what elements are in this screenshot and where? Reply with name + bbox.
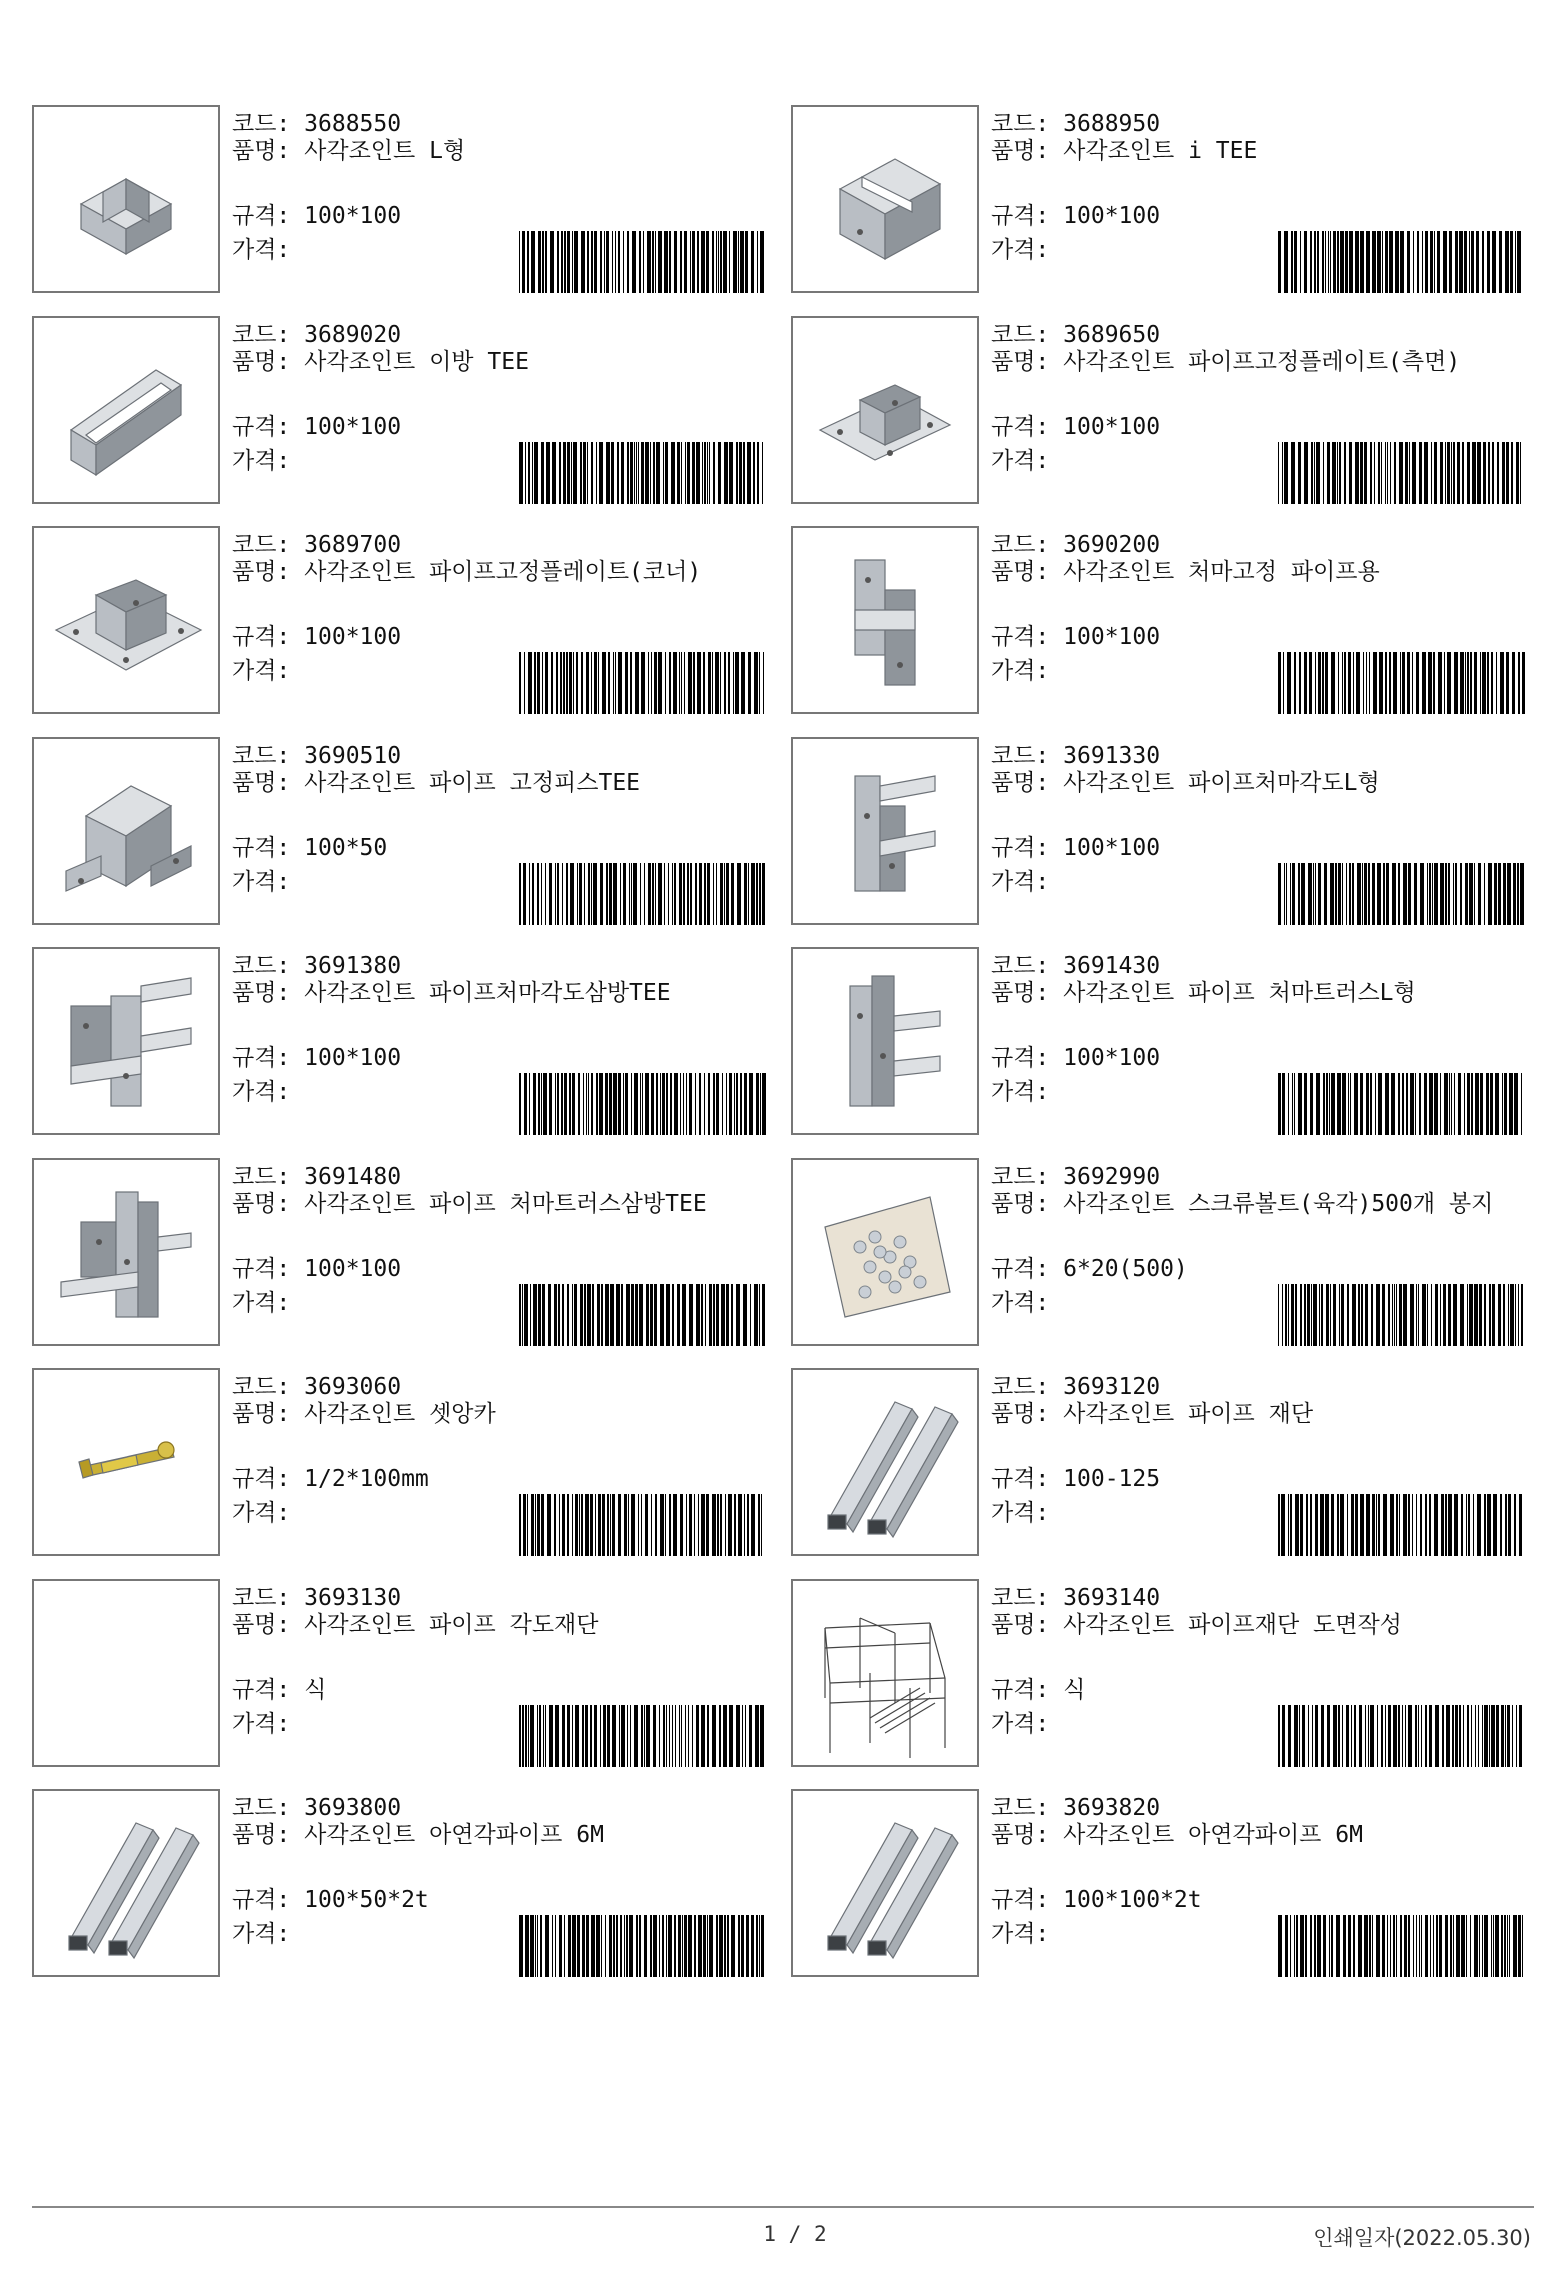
price-row — [991, 656, 1063, 687]
price-label: 가격: — [232, 1079, 291, 1105]
spec-value: 100*100 — [1063, 834, 1161, 861]
name-row — [991, 1823, 1531, 1847]
name-value: 사각조인트 아연각파이프 6M — [1063, 1822, 1363, 1848]
anchor-bolt-icon — [41, 1377, 211, 1547]
name-value: 사각조인트 파이프처마각도삼방TEE — [304, 980, 671, 1006]
price-row — [991, 1709, 1063, 1740]
name-value: 사각조인트 L형 — [304, 138, 466, 164]
name-row — [232, 1613, 772, 1637]
spec-row — [232, 1675, 326, 1706]
fixing-tee-icon — [41, 746, 211, 916]
code-row — [991, 109, 1160, 140]
price-row — [232, 1709, 304, 1740]
product-image — [32, 1368, 220, 1556]
footer-divider — [32, 2206, 1534, 2208]
spec-label: 규격: — [991, 834, 1050, 861]
barcode — [1276, 231, 1529, 293]
barcode — [1276, 1915, 1529, 1977]
name-row — [991, 1192, 1531, 1216]
spec-row — [232, 201, 401, 232]
eave-angle-tee-icon — [41, 956, 211, 1126]
two-way-tee-icon — [41, 325, 211, 495]
spec-label: 규격: — [991, 1466, 1050, 1492]
name-label: 품명: — [232, 980, 291, 1006]
code-label: 코드: — [991, 1795, 1050, 1821]
code-value: 3688550 — [304, 111, 402, 137]
name-value: 사각조인트 파이프고정플레이트(측면) — [1063, 348, 1461, 375]
product-image — [791, 526, 979, 714]
spec-row — [232, 1043, 401, 1074]
code-value: 3693060 — [304, 1374, 402, 1400]
spec-label: 규격: — [991, 203, 1050, 229]
price-row — [991, 1919, 1063, 1950]
name-value: 사각조인트 셋앙카 — [304, 1401, 496, 1427]
name-label: 품명: — [232, 1190, 291, 1217]
spec-row — [991, 1885, 1202, 1916]
code-value: 3693820 — [1063, 1795, 1161, 1821]
spec-value: 100*50 — [304, 834, 388, 861]
spec-label: 규격: — [232, 413, 291, 440]
price-row — [991, 1288, 1063, 1319]
name-value: 사각조인트 파이프고정플레이트(코너) — [304, 559, 702, 585]
pipe-pair-icon — [41, 1798, 211, 1968]
spec-label: 규격: — [991, 1045, 1050, 1071]
product-image — [791, 1158, 979, 1346]
product-card-3691380 — [32, 947, 772, 1137]
price-label: 가격: — [991, 1921, 1050, 1947]
code-row — [991, 530, 1160, 561]
price-label: 가격: — [232, 237, 291, 263]
frame-structure-icon — [800, 1588, 970, 1758]
name-row — [232, 981, 772, 1005]
product-card-3691480 — [32, 1158, 772, 1348]
code-row — [232, 109, 401, 140]
product-image — [32, 947, 220, 1135]
price-row — [232, 1077, 304, 1108]
name-label: 품명: — [991, 1190, 1050, 1217]
code-label: 코드: — [991, 1374, 1050, 1400]
spec-value: 100*100 — [304, 203, 402, 229]
spec-label: 규격: — [232, 834, 291, 861]
name-row — [991, 139, 1531, 163]
barcode — [1276, 1705, 1529, 1767]
code-value: 3691380 — [304, 953, 402, 979]
barcode — [517, 231, 770, 293]
price-label: 가격: — [232, 447, 291, 474]
product-card-3690510 — [32, 737, 772, 927]
spec-row — [991, 622, 1160, 653]
name-row — [991, 771, 1531, 795]
price-label: 가격: — [991, 447, 1050, 474]
spec-label: 규격: — [232, 203, 291, 229]
screw-bag-icon — [800, 1167, 970, 1337]
code-row — [991, 951, 1160, 982]
page-number: 1 / 2 — [763, 2222, 827, 2246]
product-image — [32, 1789, 220, 1977]
product-card-3688950 — [791, 105, 1531, 295]
name-row — [991, 350, 1531, 374]
name-value: 사각조인트 파이프 처마트러스L형 — [1063, 980, 1416, 1006]
code-row — [232, 320, 401, 351]
spec-row — [232, 1464, 429, 1495]
price-row — [991, 1498, 1063, 1529]
barcode — [1276, 1284, 1529, 1346]
product-image — [791, 316, 979, 504]
code-value: 3693140 — [1063, 1584, 1161, 1611]
product-card-3691430 — [791, 947, 1531, 1137]
spec-value: 1/2*100mm — [304, 1466, 429, 1492]
code-value: 3689020 — [304, 321, 402, 348]
price-label: 가격: — [232, 1710, 291, 1737]
name-value: 사각조인트 이방 TEE — [304, 348, 529, 375]
product-image — [32, 526, 220, 714]
product-card-3691330 — [791, 737, 1531, 927]
name-row — [991, 560, 1531, 584]
name-row — [232, 139, 772, 163]
pipe-pair-icon — [800, 1377, 970, 1547]
code-value: 3688950 — [1063, 111, 1161, 137]
barcode — [517, 1073, 770, 1135]
spec-label: 규격: — [232, 1887, 291, 1913]
spec-row — [991, 1675, 1085, 1706]
spec-value: 100*100 — [304, 624, 402, 650]
price-row — [232, 1498, 304, 1529]
code-row — [991, 1372, 1160, 1403]
spec-value: 100*100 — [304, 1045, 402, 1071]
product-image — [791, 1789, 979, 1977]
name-label: 품명: — [991, 559, 1050, 585]
code-value: 3693120 — [1063, 1374, 1161, 1400]
barcode — [517, 1915, 770, 1977]
product-card-3693130 — [32, 1579, 772, 1769]
spec-value: 100*100 — [1063, 624, 1161, 650]
code-label: 코드: — [232, 1584, 291, 1611]
code-row — [991, 741, 1160, 772]
name-value: 사각조인트 파이프처마각도L형 — [1063, 769, 1380, 796]
spec-label: 규격: — [991, 1887, 1050, 1913]
code-row — [991, 1583, 1160, 1614]
name-label: 품명: — [991, 1822, 1050, 1848]
code-row — [232, 1793, 401, 1824]
spec-row — [232, 622, 401, 653]
code-label: 코드: — [232, 1374, 291, 1400]
spec-label: 규격: — [232, 1676, 291, 1703]
code-label: 코드: — [991, 532, 1050, 558]
code-row — [991, 1793, 1160, 1824]
spec-value: 100*100 — [1063, 1045, 1161, 1071]
side-plate-icon — [800, 325, 970, 495]
product-image — [32, 1158, 220, 1346]
name-value: 사각조인트 아연각파이프 6M — [304, 1822, 604, 1848]
spec-value: 식 — [304, 1676, 327, 1703]
product-image — [791, 737, 979, 925]
code-label: 코드: — [232, 532, 291, 558]
price-row — [232, 235, 304, 266]
price-row — [991, 446, 1063, 477]
spec-row — [232, 833, 387, 864]
code-row — [232, 530, 401, 561]
name-value: 사각조인트 처마고정 파이프용 — [1063, 559, 1380, 585]
barcode — [1276, 1073, 1529, 1135]
price-label: 가격: — [991, 868, 1050, 895]
spec-value: 100*100 — [304, 413, 402, 440]
name-label: 품명: — [991, 980, 1050, 1006]
code-value: 3691480 — [304, 1163, 402, 1190]
price-row — [232, 1288, 304, 1319]
name-row — [232, 1823, 772, 1847]
code-label: 코드: — [991, 953, 1050, 979]
code-value: 3690200 — [1063, 532, 1161, 558]
product-card-3689020 — [32, 316, 772, 506]
name-label: 품명: — [991, 348, 1050, 375]
code-value: 3692990 — [1063, 1163, 1161, 1190]
price-label: 가격: — [991, 1079, 1050, 1105]
product-image — [791, 947, 979, 1135]
product-card-3689650 — [791, 316, 1531, 506]
product-image — [32, 316, 220, 504]
spec-value: 100*100 — [304, 1255, 402, 1282]
price-row — [232, 446, 304, 477]
code-row — [232, 1162, 401, 1193]
eave-truss-tee-icon — [41, 1167, 211, 1337]
name-value: 사각조인트 파이프 각도재단 — [304, 1611, 599, 1638]
code-label: 코드: — [991, 742, 1050, 769]
barcode — [1276, 863, 1529, 925]
name-label: 품명: — [232, 769, 291, 796]
name-row — [232, 771, 772, 795]
price-label: 가격: — [232, 1921, 291, 1947]
print-date: 인쇄일자(2022.05.30) — [1313, 2226, 1531, 2250]
spec-row — [232, 412, 401, 443]
product-card-3693140 — [791, 1579, 1531, 1769]
eave-angle-l-icon — [800, 746, 970, 916]
spec-value: 100*50*2t — [304, 1887, 429, 1913]
name-value: 사각조인트 파이프재단 도면작성 — [1063, 1611, 1402, 1638]
barcode — [517, 1705, 770, 1767]
code-label: 코드: — [232, 1795, 291, 1821]
code-row — [232, 1372, 401, 1403]
code-label: 코드: — [991, 321, 1050, 348]
price-row — [991, 1077, 1063, 1108]
barcode — [517, 442, 770, 504]
spec-row — [991, 1043, 1160, 1074]
code-row — [991, 320, 1160, 351]
price-label: 가격: — [232, 1500, 291, 1526]
code-label: 코드: — [232, 953, 291, 979]
price-row — [991, 867, 1063, 898]
spec-label: 규격: — [232, 1255, 291, 1282]
name-label: 품명: — [991, 1401, 1050, 1427]
spec-row — [232, 1885, 429, 1916]
spec-value: 100*100*2t — [1063, 1887, 1202, 1913]
name-label: 품명: — [991, 138, 1050, 164]
spec-label: 규격: — [232, 1466, 291, 1492]
spec-row — [232, 1254, 401, 1285]
price-label: 가격: — [232, 1289, 291, 1316]
product-card-3690200 — [791, 526, 1531, 716]
price-label: 가격: — [991, 1710, 1050, 1737]
name-label: 품명: — [232, 1401, 291, 1427]
spec-value: 6*20(500) — [1063, 1255, 1188, 1282]
product-card-3693120 — [791, 1368, 1531, 1558]
l-joint-icon — [41, 114, 211, 284]
code-value: 3689700 — [304, 532, 402, 558]
price-row — [232, 656, 304, 687]
barcode — [517, 1284, 770, 1346]
product-card-3689700 — [32, 526, 772, 716]
spec-label: 규격: — [232, 1045, 291, 1071]
spec-label: 규격: — [991, 624, 1050, 650]
spec-row — [991, 412, 1160, 443]
name-value: 사각조인트 파이프 재단 — [1063, 1401, 1314, 1427]
code-value: 3691330 — [1063, 742, 1161, 769]
code-value: 3690510 — [304, 742, 402, 769]
code-value: 3693130 — [304, 1584, 402, 1611]
code-label: 코드: — [232, 111, 291, 137]
product-image — [32, 1579, 220, 1767]
price-label: 가격: — [991, 237, 1050, 263]
name-row — [232, 350, 772, 374]
product-image — [791, 105, 979, 293]
name-value: 사각조인트 파이프 처마트러스삼방TEE — [304, 1190, 707, 1217]
code-row — [232, 951, 401, 982]
name-label: 품명: — [232, 1611, 291, 1638]
name-label: 품명: — [991, 1611, 1050, 1638]
price-row — [991, 235, 1063, 266]
name-row — [991, 1613, 1531, 1637]
spec-row — [991, 201, 1160, 232]
barcode — [517, 863, 770, 925]
name-row — [232, 1192, 772, 1216]
spec-label: 규격: — [991, 1676, 1050, 1703]
spec-row — [991, 1254, 1188, 1285]
name-label: 품명: — [232, 559, 291, 585]
name-row — [991, 1402, 1531, 1426]
code-label: 코드: — [232, 1163, 291, 1190]
empty-image-icon — [41, 1588, 211, 1758]
spec-value: 식 — [1063, 1676, 1086, 1703]
name-label: 품명: — [991, 769, 1050, 796]
code-label: 코드: — [991, 1584, 1050, 1611]
name-value: 사각조인트 스크류볼트(육각)500개 봉지 — [1063, 1190, 1494, 1217]
product-card-3693060 — [32, 1368, 772, 1558]
spec-label: 규격: — [232, 624, 291, 650]
name-label: 품명: — [232, 1822, 291, 1848]
code-row — [232, 1583, 401, 1614]
price-label: 가격: — [991, 1500, 1050, 1526]
product-card-3693820 — [791, 1789, 1531, 1979]
name-row — [991, 981, 1531, 1005]
name-label: 품명: — [232, 348, 291, 375]
product-image — [32, 105, 220, 293]
spec-row — [991, 1464, 1160, 1495]
name-label: 품명: — [232, 138, 291, 164]
code-row — [232, 741, 401, 772]
pipe-pair-icon — [800, 1798, 970, 1968]
barcode — [1276, 652, 1529, 714]
price-label: 가격: — [991, 658, 1050, 684]
barcode — [517, 1494, 770, 1556]
name-value: 사각조인트 i TEE — [1063, 138, 1258, 164]
i-tee-joint-icon — [800, 114, 970, 284]
code-label: 코드: — [991, 111, 1050, 137]
product-image — [791, 1368, 979, 1556]
barcode — [1276, 1494, 1529, 1556]
barcode — [1276, 442, 1529, 504]
name-value: 사각조인트 파이프 고정피스TEE — [304, 769, 641, 796]
spec-row — [991, 833, 1160, 864]
spec-label: 규격: — [991, 413, 1050, 440]
product-card-3692990 — [791, 1158, 1531, 1348]
name-row — [232, 1402, 772, 1426]
price-label: 가격: — [232, 658, 291, 684]
product-card-3688550 — [32, 105, 772, 295]
corner-plate-icon — [41, 535, 211, 705]
product-card-3693800 — [32, 1789, 772, 1979]
eave-truss-l-icon — [800, 956, 970, 1126]
price-row — [232, 1919, 304, 1950]
code-value: 3693800 — [304, 1795, 402, 1821]
code-label: 코드: — [991, 1163, 1050, 1190]
product-image — [32, 737, 220, 925]
price-row — [232, 867, 304, 898]
eave-bracket-icon — [800, 535, 970, 705]
spec-value: 100-125 — [1063, 1466, 1161, 1492]
code-row — [991, 1162, 1160, 1193]
product-image — [791, 1579, 979, 1767]
spec-label: 규격: — [991, 1255, 1050, 1282]
code-value: 3689650 — [1063, 321, 1161, 348]
name-row — [232, 560, 772, 584]
price-label: 가격: — [232, 868, 291, 895]
code-label: 코드: — [232, 321, 291, 348]
spec-value: 100*100 — [1063, 203, 1161, 229]
barcode — [517, 652, 770, 714]
code-value: 3691430 — [1063, 953, 1161, 979]
spec-value: 100*100 — [1063, 413, 1161, 440]
code-label: 코드: — [232, 742, 291, 769]
price-label: 가격: — [991, 1289, 1050, 1316]
